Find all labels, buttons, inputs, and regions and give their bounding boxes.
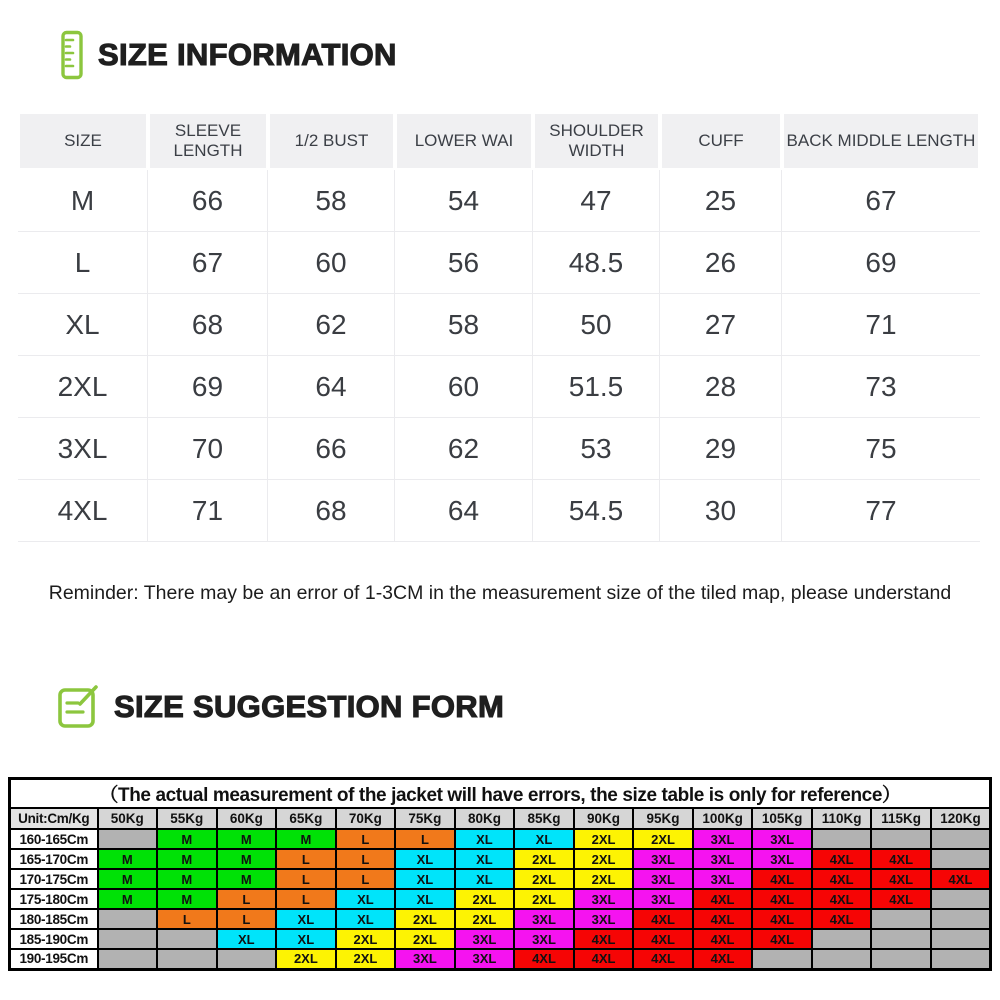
size-table-value-cell: 58 xyxy=(395,294,533,356)
size-suggestion-cell: M xyxy=(98,889,158,909)
weight-header-cell: 95Kg xyxy=(633,808,693,829)
size-suggestion-cell: XL xyxy=(455,869,515,889)
size-suggestion-cell: 4XL xyxy=(752,869,812,889)
size-table-header-cell: LOWER WAI xyxy=(395,112,533,170)
size-suggestion-cell: 4XL xyxy=(693,929,753,949)
size-suggestion-cell: 3XL xyxy=(455,929,515,949)
size-table-value-cell: 70 xyxy=(148,418,268,480)
size-table-value-cell: 54.5 xyxy=(533,480,660,542)
size-table-value-cell: 60 xyxy=(395,356,533,418)
unit-header-cell: Unit:Cm/Kg xyxy=(10,808,98,829)
empty-size-cell xyxy=(931,849,991,869)
empty-size-cell xyxy=(98,929,158,949)
size-table-value-cell: 68 xyxy=(148,294,268,356)
size-suggestion-cell: 2XL xyxy=(395,929,455,949)
size-table-value-cell: 50 xyxy=(533,294,660,356)
size-suggestion-cell: 4XL xyxy=(812,909,872,929)
height-label-cell: 190-195Cm xyxy=(10,949,98,969)
reminder-text: Reminder: There may be an error of 1-3CM in the measurement size of the tiled map, please understand xyxy=(48,582,952,604)
weight-header-cell: 60Kg xyxy=(217,808,277,829)
weight-header-cell: 105Kg xyxy=(752,808,812,829)
size-suggestion-cell: 4XL xyxy=(574,929,634,949)
size-suggestion-cell: 3XL xyxy=(574,909,634,929)
size-table-value-cell: 29 xyxy=(660,418,782,480)
size-suggestion-cell: 2XL xyxy=(336,949,396,969)
size-suggestion-cell: 3XL xyxy=(574,889,634,909)
size-suggestion-cell: 4XL xyxy=(812,889,872,909)
size-table-value-cell: 68 xyxy=(268,480,395,542)
table-row xyxy=(10,929,991,949)
size-suggestion-cell: 4XL xyxy=(633,929,693,949)
table-row xyxy=(10,949,991,969)
size-table-value-cell: 56 xyxy=(395,232,533,294)
weight-header-cell: 110Kg xyxy=(812,808,872,829)
size-suggestion-cell: XL xyxy=(455,849,515,869)
size-suggestion-cell: 3XL xyxy=(514,929,574,949)
empty-size-cell xyxy=(157,929,217,949)
size-suggestion-cell: 3XL xyxy=(633,869,693,889)
size-suggestion-cell: 2XL xyxy=(276,949,336,969)
size-suggestion-cell: 3XL xyxy=(752,829,812,849)
height-label-cell: 165-170Cm xyxy=(10,849,98,869)
size-suggestion-cell: 4XL xyxy=(693,949,753,969)
size-table-value-cell: 28 xyxy=(660,356,782,418)
table-row xyxy=(10,869,991,889)
size-table-value-cell: 67 xyxy=(782,170,980,232)
size-table-value-cell: 67 xyxy=(148,232,268,294)
size-suggestion-cell: 3XL xyxy=(752,849,812,869)
suggestion-header-row xyxy=(10,808,991,829)
size-suggestion-cell: 4XL xyxy=(574,949,634,969)
size-suggestion-cell: 2XL xyxy=(395,909,455,929)
weight-header-cell: 55Kg xyxy=(157,808,217,829)
size-table-value-cell: 62 xyxy=(268,294,395,356)
size-table-value-cell: 47 xyxy=(533,170,660,232)
size-table-value-cell: 73 xyxy=(782,356,980,418)
size-suggestion-cell: L xyxy=(217,909,277,929)
size-table-value-cell: 53 xyxy=(533,418,660,480)
size-table-size-cell: 3XL xyxy=(18,418,148,480)
empty-size-cell xyxy=(98,909,158,929)
empty-size-cell xyxy=(871,929,931,949)
form-icon xyxy=(56,684,100,730)
size-suggestion-cell: M xyxy=(98,849,158,869)
size-suggestion-cell: L xyxy=(276,849,336,869)
weight-header-cell: 65Kg xyxy=(276,808,336,829)
suggestion-table xyxy=(8,777,992,971)
size-suggestion-cell: 4XL xyxy=(812,869,872,889)
size-suggestion-cell: 3XL xyxy=(633,849,693,869)
suggestion-table-title: （The actual measurement of the jacket will have errors, the size table is only for reference） xyxy=(10,779,991,809)
weight-header-cell: 70Kg xyxy=(336,808,396,829)
size-table-header-cell: CUFF xyxy=(660,112,782,170)
size-suggestion-cell: M xyxy=(217,849,277,869)
size-table-value-cell: 64 xyxy=(395,480,533,542)
section-title: SIZE SUGGESTION FORM xyxy=(114,689,505,724)
size-suggestion-cell: 3XL xyxy=(693,829,753,849)
size-table-value-cell: 69 xyxy=(782,232,980,294)
empty-size-cell xyxy=(217,949,277,969)
weight-header-cell: 75Kg xyxy=(395,808,455,829)
size-suggestion-cell: 4XL xyxy=(633,909,693,929)
empty-size-cell xyxy=(871,949,931,969)
size-table-header-cell: SLEEVE LENGTH xyxy=(148,112,268,170)
size-table-value-cell: 58 xyxy=(268,170,395,232)
size-suggestion-cell: 4XL xyxy=(812,849,872,869)
size-suggestion-cell: M xyxy=(217,829,277,849)
empty-size-cell xyxy=(871,909,931,929)
empty-size-cell xyxy=(931,929,991,949)
size-suggestion-cell: M xyxy=(276,829,336,849)
size-table-size-cell: XL xyxy=(18,294,148,356)
size-table-size-cell: L xyxy=(18,232,148,294)
size-suggestion-cell: 4XL xyxy=(871,869,931,889)
size-table-value-cell: 66 xyxy=(268,418,395,480)
size-suggestion-cell: 4XL xyxy=(514,949,574,969)
size-suggestion-cell: L xyxy=(336,869,396,889)
size-suggestion-cell: 3XL xyxy=(514,909,574,929)
size-suggestion-cell: XL xyxy=(217,929,277,949)
ruler-icon xyxy=(60,30,84,80)
empty-size-cell xyxy=(931,829,991,849)
size-table-value-cell: 62 xyxy=(395,418,533,480)
size-suggestion-cell: 2XL xyxy=(574,869,634,889)
size-suggestion-cell: 3XL xyxy=(455,949,515,969)
size-suggestion-header xyxy=(56,684,504,730)
size-table-header-cell: SHOULDER WIDTH xyxy=(533,112,660,170)
weight-header-cell: 50Kg xyxy=(98,808,158,829)
size-table-value-cell: 48.5 xyxy=(533,232,660,294)
weight-header-cell: 90Kg xyxy=(574,808,634,829)
size-suggestion-cell: XL xyxy=(455,829,515,849)
size-suggestion-cell: 2XL xyxy=(514,869,574,889)
empty-size-cell xyxy=(752,949,812,969)
empty-size-cell xyxy=(871,829,931,849)
size-table-value-cell: 30 xyxy=(660,480,782,542)
empty-size-cell xyxy=(812,929,872,949)
size-suggestion-cell: XL xyxy=(514,829,574,849)
size-suggestion-cell: L xyxy=(276,869,336,889)
empty-size-cell xyxy=(98,829,158,849)
size-suggestion-cell: L xyxy=(157,909,217,929)
size-suggestion-cell: M xyxy=(157,869,217,889)
suggestion-table-wrap xyxy=(8,777,992,971)
size-suggestion-cell: XL xyxy=(395,849,455,869)
empty-size-cell xyxy=(812,949,872,969)
size-table-header-cell: BACK MIDDLE LENGTH xyxy=(782,112,980,170)
size-suggestion-cell: 4XL xyxy=(633,949,693,969)
size-suggestion-cell: 4XL xyxy=(752,929,812,949)
size-suggestion-cell: 2XL xyxy=(514,889,574,909)
size-suggestion-cell: 2XL xyxy=(574,849,634,869)
height-label-cell: 185-190Cm xyxy=(10,929,98,949)
size-suggestion-cell: L xyxy=(217,889,277,909)
size-table-value-cell: 64 xyxy=(268,356,395,418)
size-suggestion-cell: 3XL xyxy=(633,889,693,909)
size-suggestion-cell: L xyxy=(336,849,396,869)
size-table-value-cell: 77 xyxy=(782,480,980,542)
size-suggestion-cell: 3XL xyxy=(395,949,455,969)
height-label-cell: 180-185Cm xyxy=(10,909,98,929)
size-table-value-cell: 26 xyxy=(660,232,782,294)
size-table-value-cell: 54 xyxy=(395,170,533,232)
empty-size-cell xyxy=(931,889,991,909)
size-table-size-cell: 4XL xyxy=(18,480,148,542)
weight-header-cell: 85Kg xyxy=(514,808,574,829)
size-suggestion-cell: 3XL xyxy=(693,869,753,889)
size-suggestion-cell: M xyxy=(157,889,217,909)
size-table-value-cell: 51.5 xyxy=(533,356,660,418)
empty-size-cell xyxy=(157,949,217,969)
size-table-header-cell: SIZE xyxy=(18,112,148,170)
height-label-cell: 170-175Cm xyxy=(10,869,98,889)
weight-header-cell: 80Kg xyxy=(455,808,515,829)
height-label-cell: 175-180Cm xyxy=(10,889,98,909)
size-table xyxy=(18,112,980,542)
size-suggestion-cell: 4XL xyxy=(871,889,931,909)
size-suggestion-cell: 4XL xyxy=(752,909,812,929)
size-suggestion-cell: 3XL xyxy=(693,849,753,869)
table-row xyxy=(10,889,991,909)
size-suggestion-cell: 4XL xyxy=(931,869,991,889)
weight-header-cell: 120Kg xyxy=(931,808,991,829)
size-suggestion-cell: 4XL xyxy=(752,889,812,909)
size-suggestion-cell: 4XL xyxy=(693,889,753,909)
section-title: SIZE INFORMATION xyxy=(98,37,397,72)
size-suggestion-cell: 2XL xyxy=(574,829,634,849)
size-table-value-cell: 60 xyxy=(268,232,395,294)
size-suggestion-cell: M xyxy=(157,849,217,869)
size-table-value-cell: 75 xyxy=(782,418,980,480)
size-suggestion-cell: XL xyxy=(276,929,336,949)
size-suggestion-cell: XL xyxy=(336,909,396,929)
size-suggestion-cell: L xyxy=(276,889,336,909)
size-information-header xyxy=(60,30,397,80)
table-row xyxy=(10,849,991,869)
empty-size-cell xyxy=(812,829,872,849)
size-suggestion-cell: 4XL xyxy=(693,909,753,929)
size-suggestion-cell: 2XL xyxy=(633,829,693,849)
empty-size-cell xyxy=(931,909,991,929)
size-suggestion-cell: L xyxy=(395,829,455,849)
size-table-value-cell: 25 xyxy=(660,170,782,232)
size-suggestion-cell: 2XL xyxy=(455,909,515,929)
size-suggestion-cell: XL xyxy=(395,869,455,889)
size-suggestion-cell: M xyxy=(98,869,158,889)
size-table-size-cell: 2XL xyxy=(18,356,148,418)
size-table-value-cell: 69 xyxy=(148,356,268,418)
empty-size-cell xyxy=(98,949,158,969)
size-suggestion-cell: M xyxy=(217,869,277,889)
size-table-size-cell: M xyxy=(18,170,148,232)
table-row xyxy=(10,909,991,929)
height-label-cell: 160-165Cm xyxy=(10,829,98,849)
size-suggestion-cell: XL xyxy=(336,889,396,909)
size-table-value-cell: 66 xyxy=(148,170,268,232)
weight-header-cell: 115Kg xyxy=(871,808,931,829)
weight-header-cell: 100Kg xyxy=(693,808,753,829)
size-table-value-cell: 27 xyxy=(660,294,782,356)
table-row xyxy=(10,829,991,849)
size-suggestion-cell: L xyxy=(336,829,396,849)
size-suggestion-cell: M xyxy=(157,829,217,849)
size-suggestion-cell: 2XL xyxy=(336,929,396,949)
size-table-value-cell: 71 xyxy=(782,294,980,356)
size-suggestion-cell: XL xyxy=(276,909,336,929)
size-suggestion-cell: XL xyxy=(395,889,455,909)
size-suggestion-cell: 2XL xyxy=(514,849,574,869)
empty-size-cell xyxy=(931,949,991,969)
suggestion-title-row xyxy=(10,779,991,809)
size-table-value-cell: 71 xyxy=(148,480,268,542)
size-suggestion-cell: 2XL xyxy=(455,889,515,909)
size-table-header-cell: 1/2 BUST xyxy=(268,112,395,170)
size-suggestion-cell: 4XL xyxy=(871,849,931,869)
